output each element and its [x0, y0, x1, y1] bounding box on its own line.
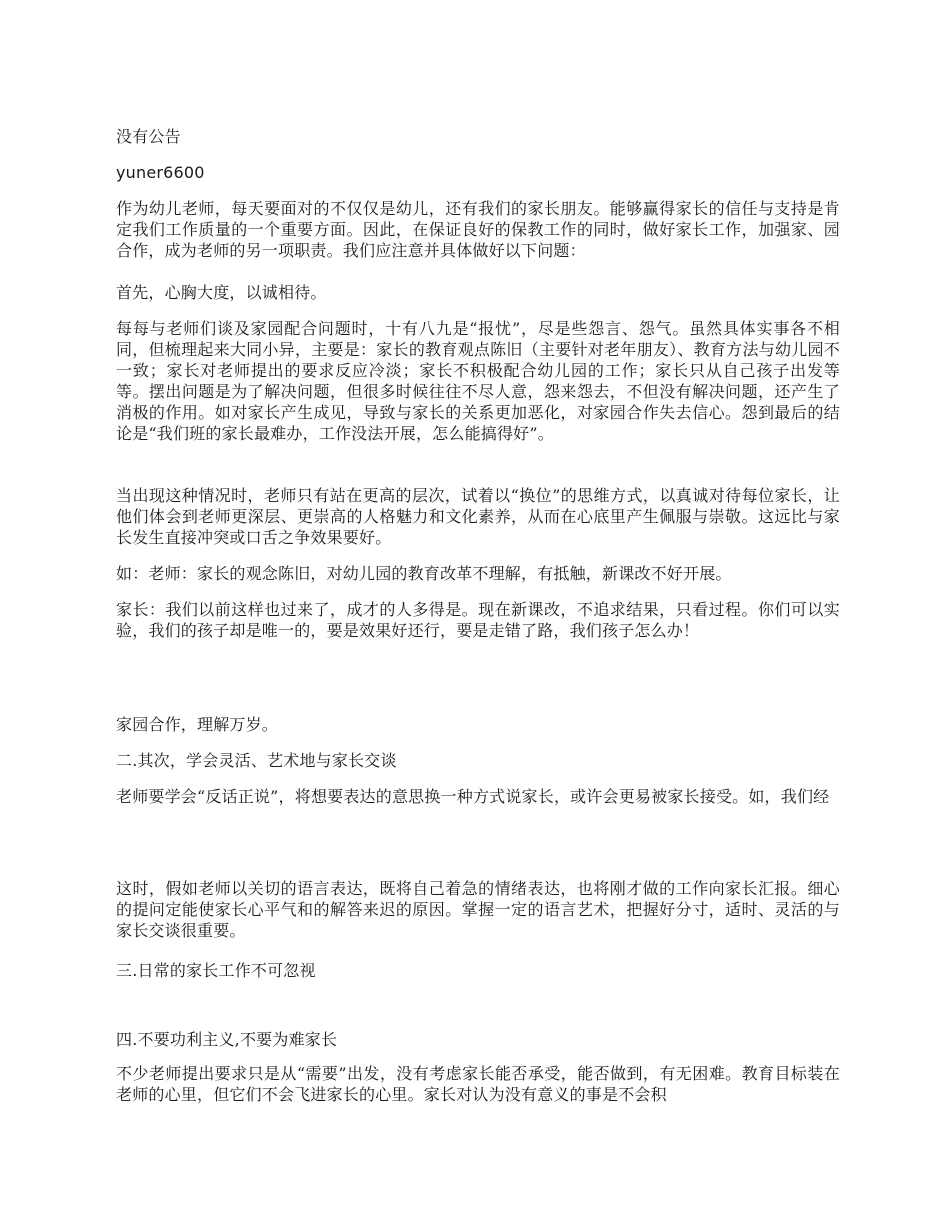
- author-line: yuner6600: [116, 163, 205, 182]
- paragraph-requirements: 不少老师提出要求只是从“需要”出发，没有考虑家长能否承受，能否做到，有无困难。教育目标装在老师的心里，但它们不会飞进家长的心里。家长对认为没有意义的事是不会积: [116, 1064, 840, 1104]
- paragraph-intro: 作为幼儿老师，每天要面对的不仅仅是幼儿，还有我们的家长朋友。能够赢得家长的信任与支持是肯定我们工作质量的一个重要方面。因此，在保证良好的保教工作的同时，做好家长工作，加强家、园合作，成为老师的另一项职责。我们应注意并具体做好以下问题：: [116, 199, 840, 260]
- paragraph-example-parent: 家长：我们以前这样也过来了，成才的人多得是。现在新课改，不追求结果，只看过程。你们可以实验，我们的孩子却是唯一的，要是效果好还行，要是走错了路，我们孩子怎么办！: [116, 600, 840, 640]
- paragraph-speaking: 老师要学会“反话正说”，将想要表达的意思换一种方式说家长，或许会更易被家长接受。如，我们经: [116, 787, 830, 806]
- paragraph-example-teacher: 如：老师：家长的观念陈旧，对幼儿园的教育改革不理解，有抵触，新课改不好开展。: [116, 564, 732, 583]
- paragraph-complaints: 每每与老师们谈及家园配合问题时，十有八九是“报忧”，尽是些怨言、怨气。虽然具体实事各不相同，但梳理起来大同小异，主要是：家长的教育观点陈旧（主要针对老年朋友）、教育方法与幼儿园不一致；家长对老师提出的要求反应冷淡；家长不积极配合幼儿园的工作；家长只从自己孩子出发等等。摆出问题是为了解决问题，但很多时候往往不尽人意，怨来怨去，不但没有解决问题，还产生了消极的作用。如对家长产生成见，导致与家长的关系更加恶化，对家园合作失去信心。怨到最后的结论是“我们班的家长最难办，工作没法开展，怎么能搞得好”。: [116, 319, 840, 443]
- paragraph-language-art: 这时，假如老师以关切的语言表达，既将自己着急的情绪表达，也将刚才做的工作向家长汇报。细心的提问定能使家长心平气和的解答来迟的原因。掌握一定的语言艺术，把握好分寸，适时、灵活的与家长交谈很重要。: [116, 879, 840, 940]
- heading-fourth: 四.不要功利主义,不要为难家长: [116, 1030, 338, 1049]
- heading-first: 首先，心胸大度，以诚相待。: [116, 283, 327, 302]
- paragraph-understanding: 家园合作，理解万岁。: [116, 715, 279, 734]
- heading-third: 三.日常的家长工作不可忽视: [116, 961, 316, 980]
- heading-second: 二.其次，学会灵活、艺术地与家长交谈: [116, 751, 397, 770]
- paragraph-empathy: 当出现这种情况时，老师只有站在更高的层次，试着以“换位”的思维方式，以真诚对待每位家长，让他们体会到老师更深层、更崇高的人格魅力和文化素养，从而在心底里产生佩服与崇敬。这远比与家长发生直接冲突或口舌之争效果要好。: [116, 486, 840, 547]
- notice-line: 没有公告: [116, 127, 181, 146]
